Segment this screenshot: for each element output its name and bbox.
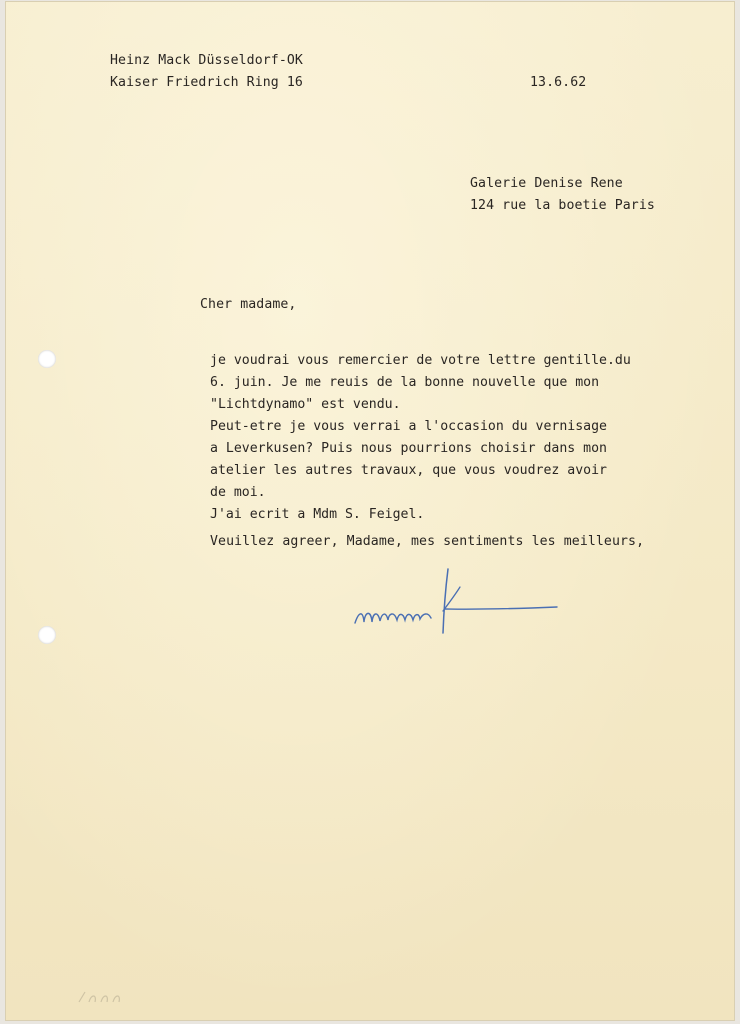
letter-body <box>210 350 631 526</box>
body-line: atelier les autres travaux, que vous voudrez avoir <box>210 463 607 478</box>
punch-hole-top <box>38 350 56 368</box>
body-line: je voudrai vous remercier de votre lettre gentille.du <box>210 353 631 368</box>
recipient-address: 124 rue la boetie Paris <box>470 198 655 213</box>
body-line: "Lichtdynamo" est vendu. <box>210 397 401 412</box>
letter-date: 13.6.62 <box>530 75 587 90</box>
sender-address-line: Kaiser Friedrich Ring 16 <box>110 75 303 90</box>
body-line: Peut-etre je vous verrai a l'occasion du vernisage <box>210 419 607 434</box>
pencil-archive-mark <box>75 986 135 1008</box>
body-line: de moi. <box>210 485 266 500</box>
sender-name-line: Heinz Mack Düsseldorf-OK <box>110 53 303 68</box>
punch-hole-bottom <box>38 626 56 644</box>
body-line: J'ai ecrit a Mdm S. Feigel. <box>210 507 425 522</box>
closing-line: Veuillez agreer, Madame, mes sentiments les meilleurs, <box>210 534 645 549</box>
salutation: Cher madame, <box>200 297 297 312</box>
body-line: a Leverkusen? Puis nous pourrions choisir dans mon <box>210 441 607 456</box>
body-line: 6. juin. Je me reuis de la bonne nouvelle que mon <box>210 375 600 390</box>
handwritten-signature <box>345 565 565 640</box>
recipient-name: Galerie Denise Rene <box>470 176 623 191</box>
